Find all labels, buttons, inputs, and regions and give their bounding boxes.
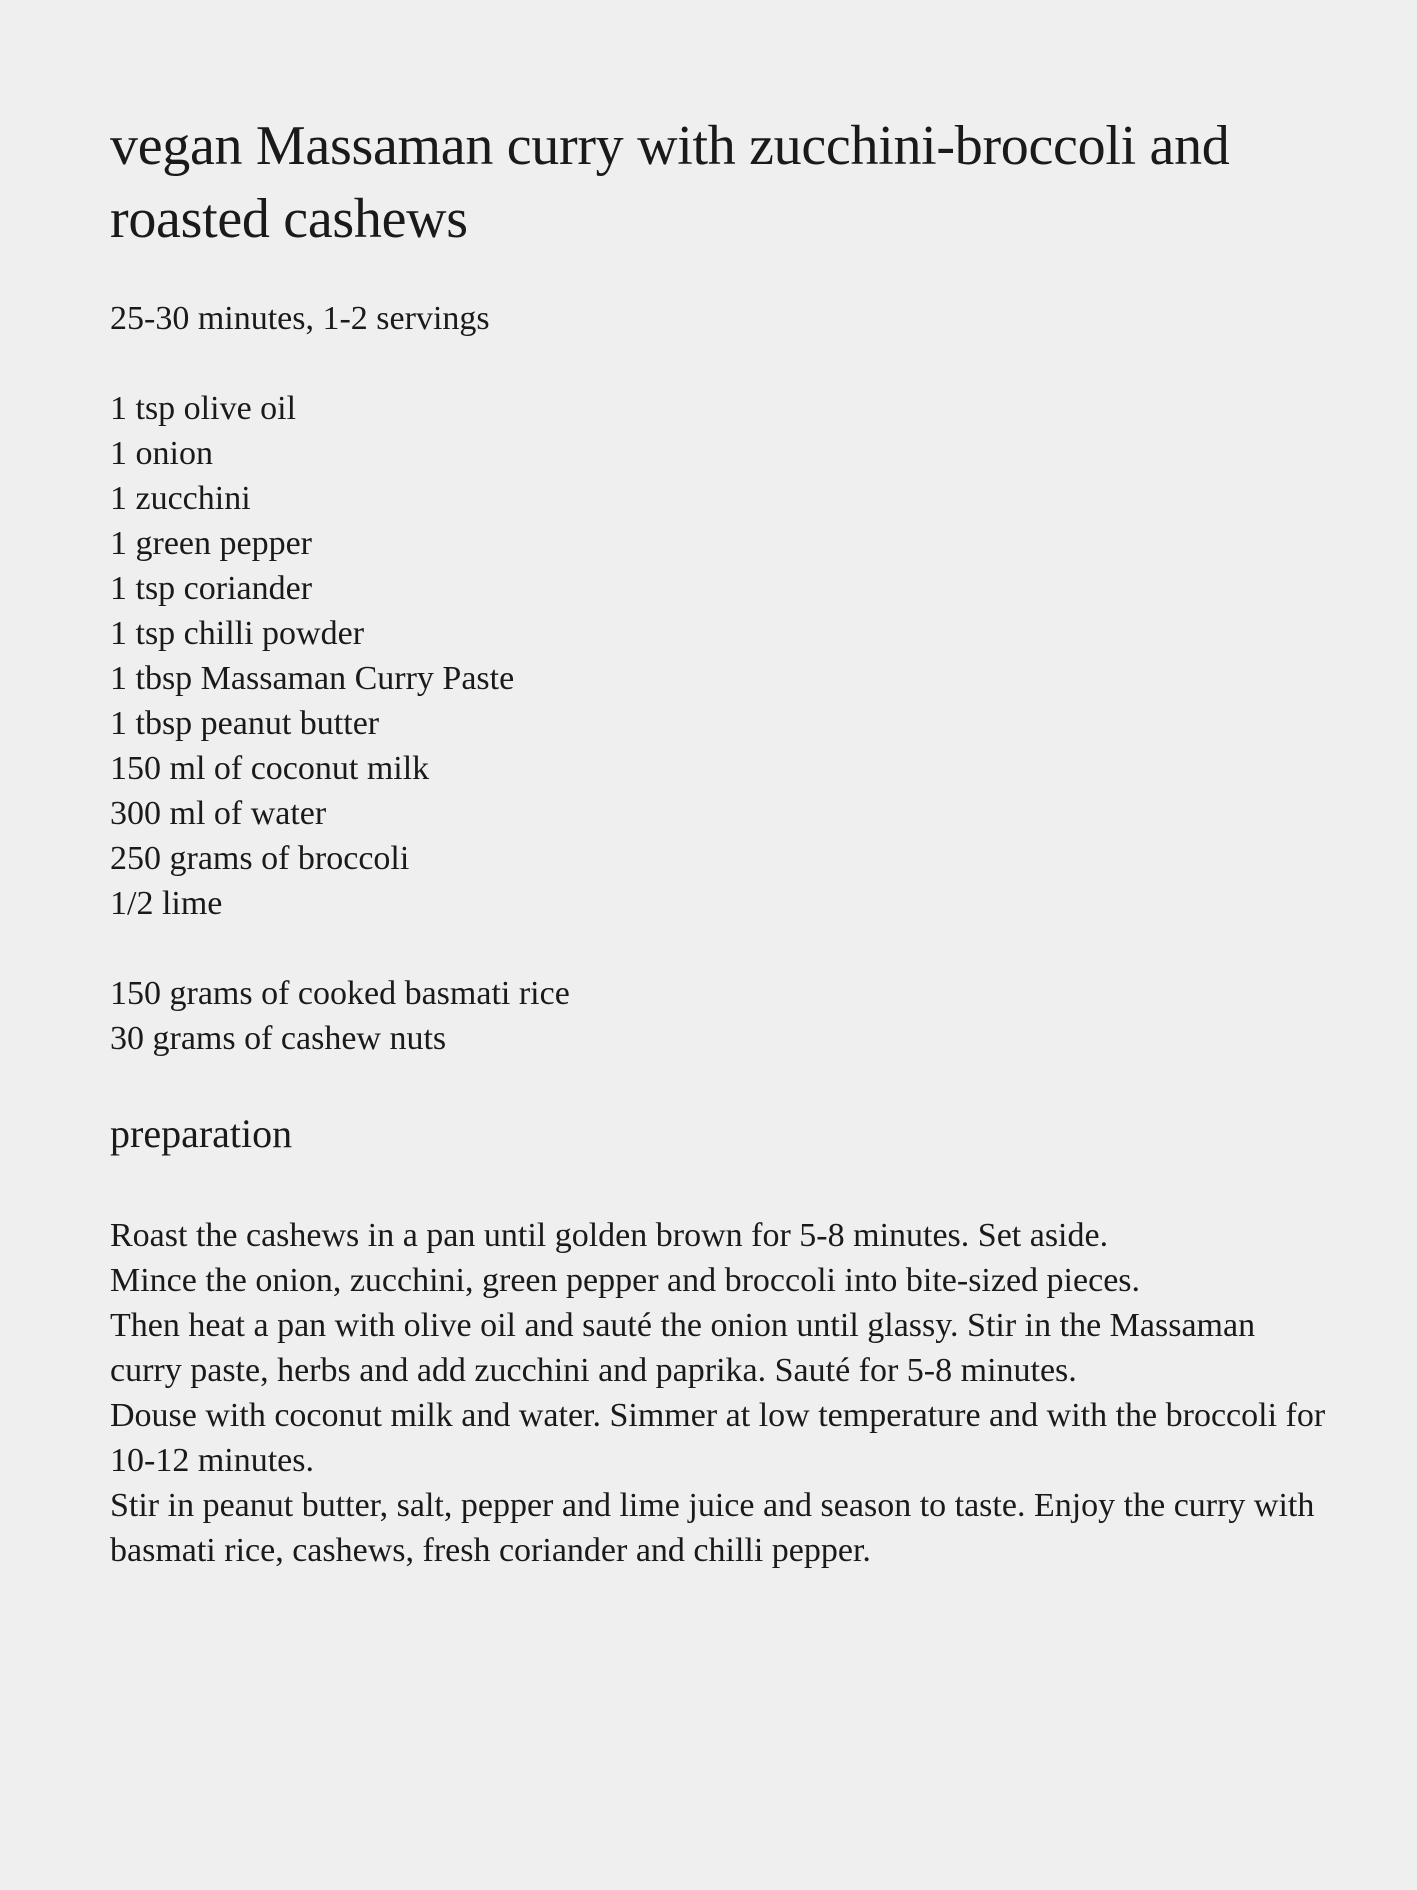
preparation-heading: preparation xyxy=(110,1111,293,1156)
ingredient-item: 1 tsp coriander xyxy=(110,570,313,607)
recipe-time-servings: 25-30 minutes, 1-2 servings xyxy=(110,300,490,337)
ingredient-item: 1 onion xyxy=(110,435,213,472)
step-text: Mince the onion, zucchini, green pepper and broccoli into bite-sized pieces. xyxy=(110,1262,1141,1299)
extras-list xyxy=(110,971,1330,1061)
step-text: Douse with coconut milk and water. Simmer at low temperature and with the broccoli for 10-12 minutes. xyxy=(110,1397,1326,1479)
ingredient-list xyxy=(110,386,1330,926)
ingredient-item: 250 grams of broccoli xyxy=(110,840,410,877)
step-text: Then heat a pan with olive oil and sauté the onion until glassy. Stir in the Massaman curry paste, herbs and add zucchini and paprika. Sauté for 5-8 minutes. xyxy=(110,1307,1256,1389)
ingredient-item: 1 tsp olive oil xyxy=(110,390,297,427)
step-text: Roast the cashews in a pan until golden brown for 5-8 minutes. Set aside. xyxy=(110,1217,1109,1254)
ingredient-item: 1 zucchini xyxy=(110,480,251,517)
preparation-steps xyxy=(110,1213,1330,1573)
recipe-page xyxy=(110,110,1330,1573)
extra-item: 150 grams of cooked basmati rice xyxy=(110,975,570,1012)
ingredient-item: 1 tsp chilli powder xyxy=(110,615,365,652)
extra-item: 30 grams of cashew nuts xyxy=(110,1020,447,1057)
ingredient-item: 1/2 lime xyxy=(110,885,223,922)
ingredient-item: 1 green pepper xyxy=(110,525,313,562)
ingredient-item: 1 tbsp Massaman Curry Paste xyxy=(110,660,515,697)
recipe-title: vegan Massaman curry with zucchini-broccoli and roasted cashews xyxy=(110,115,1230,250)
ingredient-item: 150 ml of coconut milk xyxy=(110,750,430,787)
step-text: Stir in peanut butter, salt, pepper and lime juice and season to taste. Enjoy the curry with basmati rice, cashews, fresh coriander and chilli pepper. xyxy=(110,1487,1315,1569)
ingredient-item: 300 ml of water xyxy=(110,795,327,832)
ingredient-item: 1 tbsp peanut butter xyxy=(110,705,380,742)
